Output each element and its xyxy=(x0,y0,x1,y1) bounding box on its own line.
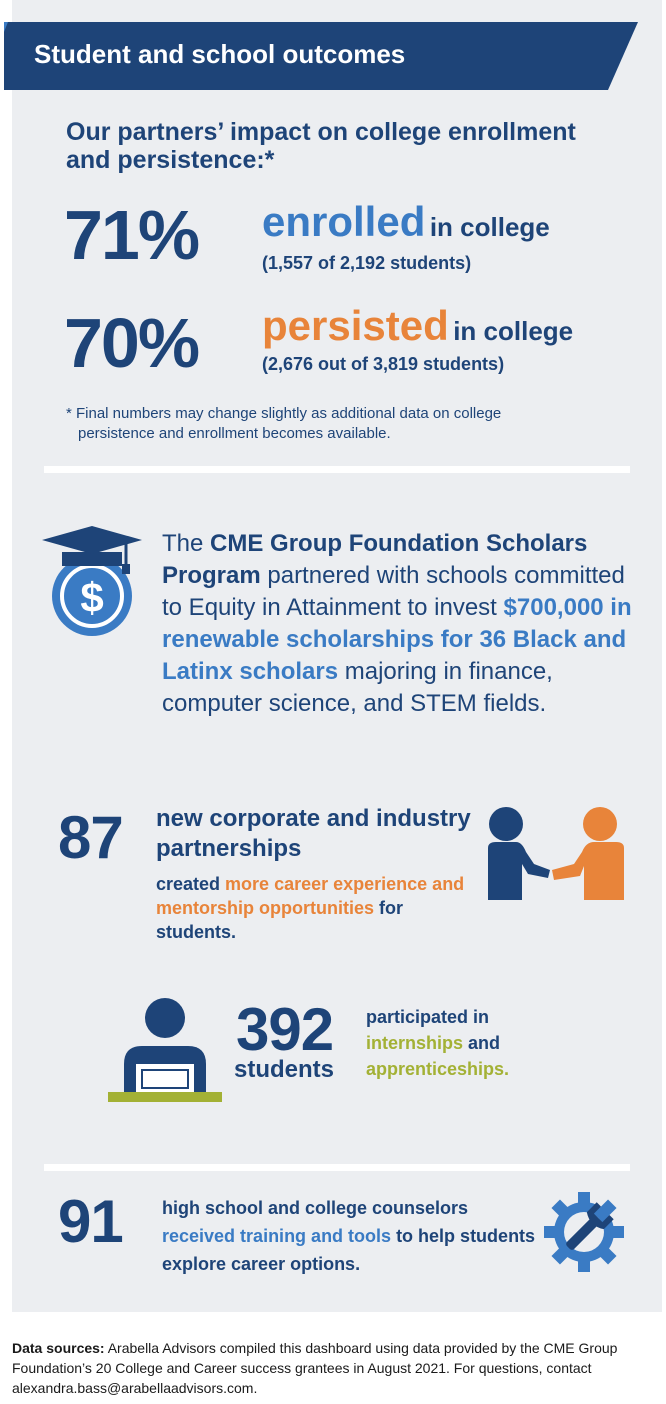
scholars-text-5: majoring in finance, computer science, and STEM fields. xyxy=(162,658,553,717)
sources-text: Arabella Advisors compiled this dashboard using data provided by the CME Group Foundation’s 20 College and Career success grantees in August 2021. For questions, contact alexandra.bass@arabellaadvisors.com. xyxy=(12,1340,618,1396)
svg-text:$: $ xyxy=(80,574,104,621)
partnerships-number: 87 xyxy=(58,804,123,871)
persisted-percent: 70% xyxy=(64,304,199,382)
partnerships-highlight: more career experience and mentorship opportunities xyxy=(156,874,465,918)
scholars-paragraph xyxy=(162,528,632,720)
persisted-tail: in college xyxy=(453,316,574,346)
handshake-people-icon xyxy=(488,804,624,904)
graduation-dollar-icon xyxy=(40,524,150,644)
counselors-text-3: to help students explore career options. xyxy=(162,1226,536,1274)
scholars-text-1: The xyxy=(162,530,211,557)
internships-label: students xyxy=(234,1056,335,1083)
scholars-investment: $700,000 in renewable scholarships for 36 Black and Latinx scholars xyxy=(162,594,632,685)
footnote xyxy=(66,404,586,444)
partnerships-sub-3: for students. xyxy=(156,898,403,942)
scholars-text-3: partnered with schools committed to Equity in Attainment to invest xyxy=(162,562,625,621)
laptop-person-icon xyxy=(108,996,222,1106)
section-banner xyxy=(4,22,638,90)
scholars-program-name: CME Group Foundation Scholars Program xyxy=(162,530,588,589)
enrolled-word: enrolled xyxy=(262,198,426,245)
enrolled-detail: (1,557 of 2,192 students) xyxy=(262,253,472,273)
counselors-text-1: high school and college counselors xyxy=(162,1198,469,1218)
internships-highlight: internships xyxy=(366,1033,464,1053)
partnerships-title: new corporate and industry partnerships xyxy=(156,805,471,862)
counselors-highlight: received training and tools xyxy=(162,1226,392,1246)
partnerships-sub-1: created xyxy=(156,874,226,894)
apprenticeships-highlight: apprenticeships. xyxy=(366,1059,510,1079)
internships-sub-1: participated in xyxy=(366,1007,490,1027)
counselors-number: 91 xyxy=(58,1188,123,1255)
counselors-text xyxy=(162,1194,542,1278)
enrolled-tail: in college xyxy=(429,212,550,242)
sources-label: Data sources: xyxy=(12,1340,105,1356)
enrolled-percent: 71% xyxy=(64,196,199,274)
persisted-line xyxy=(262,302,573,350)
gear-wrench-icon xyxy=(540,1188,628,1276)
internships-sub-3: and xyxy=(463,1033,501,1053)
partnerships-subtitle xyxy=(156,872,486,944)
persisted-word: persisted xyxy=(262,302,449,349)
footnote-line-1: * Final numbers may change slightly as additional data on college xyxy=(66,405,502,422)
persisted-detail: (2,676 out of 3,819 students) xyxy=(262,354,505,374)
divider-bottom xyxy=(44,1164,630,1171)
footnote-line-2: persistence and enrollment becomes available. xyxy=(78,425,391,442)
data-sources xyxy=(12,1338,662,1398)
internships-subtitle xyxy=(366,1004,586,1082)
internships-number: 392 xyxy=(236,996,334,1063)
impact-heading: Our partners’ impact on college enrollment and persistence:* xyxy=(66,118,576,174)
banner-title: Student and school outcomes xyxy=(34,39,406,69)
enrolled-line xyxy=(262,198,550,246)
divider-top xyxy=(44,466,630,473)
